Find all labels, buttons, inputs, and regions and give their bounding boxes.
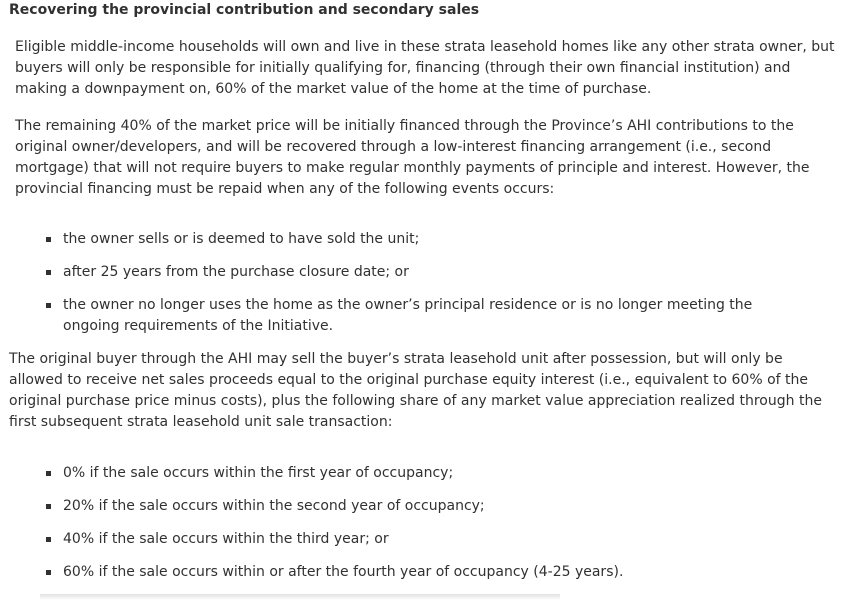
list-item-text: 20% if the sale occurs within the second year of occupancy; <box>63 498 485 514</box>
list-item <box>0 463 803 484</box>
list-item <box>0 562 803 583</box>
square-bullet-icon <box>46 270 51 275</box>
paragraph-secondary-sales: The original buyer through the AHI may sell the buyer’s strata leasehold unit after possession, but will only be allowed to receive net sales proceeds equal to the original purchase equity interest (i.e., equivalent to 60% of the original purchase price minus costs), plus the following share of any market value appreciation realized through the first subsequent strata leasehold unit sale transaction: <box>9 351 822 430</box>
list-item <box>0 262 803 283</box>
square-bullet-icon <box>46 237 51 242</box>
paragraph-provincial-financing: The remaining 40% of the market price will be initially financed through the Province’s AHI contributions to the original owner/developers, and will be recovered through a low-interest financing arrangement (i.e., second mortgage) that will not require buyers to make regular monthly payments of principle and interest. However, the provincial financing must be repaid when any of the following events occurs: <box>15 118 810 197</box>
paragraph-buyer-responsibility: Eligible middle-income households will own and live in these strata leasehold homes like any other strata owner, but buyers will only be responsible for initially qualifying for, financing (through their own financial institution) and making a downpayment on, 60% of the market value of the home at the time of purchase. <box>15 39 835 97</box>
square-bullet-icon <box>46 537 51 542</box>
list-item-text: 0% if the sale occurs within the first year of occupancy; <box>63 465 454 481</box>
square-bullet-icon <box>46 570 51 575</box>
list-item <box>0 496 803 517</box>
repayment-events-list <box>0 229 848 349</box>
square-bullet-icon <box>46 471 51 476</box>
list-item <box>0 295 803 337</box>
list-item-text: the owner sells or is deemed to have sold the unit; <box>63 231 420 247</box>
square-bullet-icon <box>46 303 51 308</box>
list-item-text: the owner no longer uses the home as the owner’s principal residence or is no longer meeting the ongoing requirements of the Initiative. <box>63 297 753 334</box>
appreciation-shares-list <box>0 463 848 595</box>
square-bullet-icon <box>46 504 51 509</box>
list-item-text: 60% if the sale occurs within or after the fourth year of occupancy (4-25 years). <box>63 564 624 580</box>
section-heading: Recovering the provincial contribution and secondary sales <box>9 2 480 18</box>
list-item <box>0 529 803 550</box>
list-item <box>0 229 803 250</box>
list-item-text: after 25 years from the purchase closure date; or <box>63 264 409 280</box>
list-item-text: 40% if the sale occurs within the third year; or <box>63 531 389 547</box>
cut-off-text-line <box>40 594 560 600</box>
